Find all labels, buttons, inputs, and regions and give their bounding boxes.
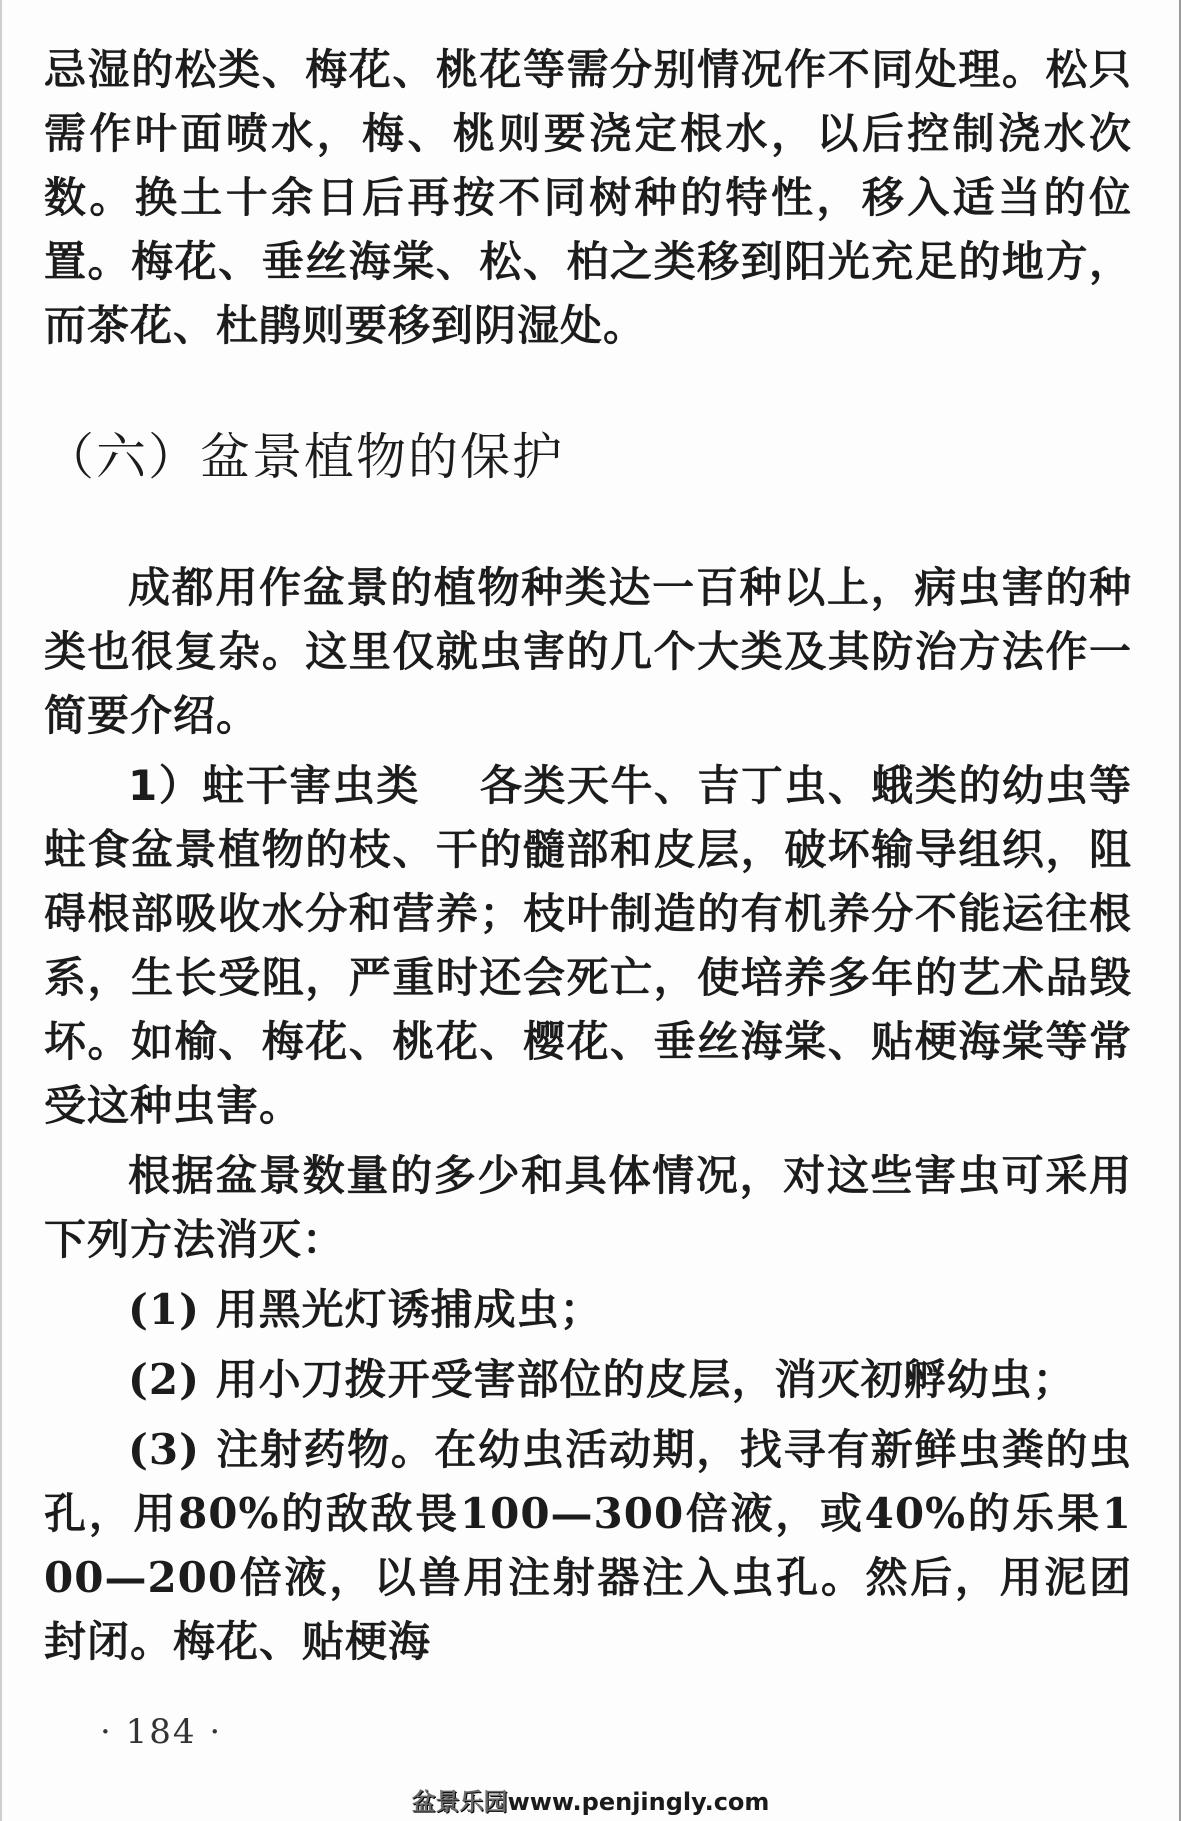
- watermark-logo-text: 盆景乐园: [411, 1788, 508, 1816]
- watermark: [2, 1782, 1179, 1817]
- pest-paragraph: [44, 754, 1132, 1138]
- page-content: [44, 38, 1132, 1674]
- method-item-1: (1) 用黑光灯诱捕成虫；: [128, 1285, 603, 1334]
- method-item-3: (3) 注射药物。在幼虫活动期，找寻有新鲜虫粪的虫孔，用80%的敌敌畏100—300倍液，或40%的乐果100—200倍液，以兽用注射器注入虫孔。然后，用泥团封闭。梅花、贴梗海: [44, 1425, 1132, 1666]
- intro-paragraph: 成都用作盆景的植物种类达一百种以上，病虫害的种类也很复杂。这里仅就虫害的几个大类及其防治方法作一简要介绍。: [44, 563, 1132, 740]
- watermark-url: www.penjingly.com: [507, 1788, 770, 1816]
- page-number: · 184 ·: [100, 1712, 223, 1752]
- section-heading: （六）盆景植物的保护: [44, 428, 564, 486]
- pest-category-label: 1）蛀干害虫类: [128, 761, 420, 810]
- paragraph-continued: 忌湿的松类、梅花、桃花等需分别情况作不同处理。松只需作叶面喷水，梅、桃则要浇定根水，以后控制浇水次数。换土十余日后再按不同树种的特性，移入适当的位置。梅花、垂丝海棠、松、柏之类移到阳光充足的地方，而茶花、杜鹃则要移到阴湿处。: [44, 45, 1132, 350]
- methods-intro-paragraph: 根据盆景数量的多少和具体情况，对这些害虫可采用下列方法消灭：: [44, 1151, 1132, 1264]
- method-item-2: (2) 用小刀拨开受害部位的皮层，消灭初孵幼虫；: [128, 1355, 1076, 1404]
- pest-description: 各类天牛、吉丁虫、蛾类的幼虫等蛀食盆景植物的枝、干的髓部和皮层，破坏输导组织，阻碍根部吸收水分和营养；枝叶制造的有机养分不能运往根系，生长受阻，严重时还会死亡，使培养多年的艺术品毁坏。如榆、梅花、桃花、樱花、垂丝海棠、贴梗海棠等常受这种虫害。: [44, 761, 1132, 1130]
